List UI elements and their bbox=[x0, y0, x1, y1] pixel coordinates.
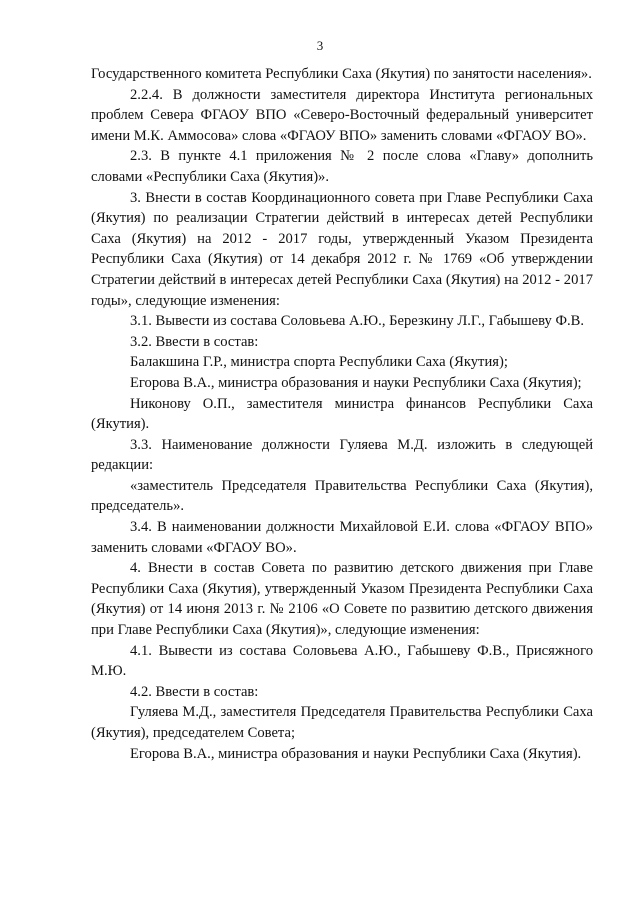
paragraph: Никонову О.П., заместителя министра финансов Республики Саха (Якутия). bbox=[91, 395, 593, 433]
paragraph: Балакшина Г.Р., министра спорта Республики Саха (Якутия); bbox=[130, 354, 508, 371]
paragraph: Государственного комитета Республики Саха (Якутия) по занятости населения». bbox=[91, 66, 592, 82]
paragraph: 3.4. В наименовании должности Михайловой Е.И. слова «ФГАОУ ВПО» заменить словами «ФГАОУ ВО». bbox=[91, 519, 593, 556]
paragraph: 2.2.4. В должности заместителя директора Института региональных проблем Севера ФГАОУ ВПО «Северо-Восточный федеральный университет имени М.К. Аммосова» слова «ФГАОУ ВПО» заменить словами «ФГАОУ ВО». bbox=[91, 86, 593, 144]
paragraph: 4. Внести в состав Совета по развитию детского движения при Главе Республики Саха (Якутия), утвержденный Указом Президента Республики Саха (Якутия) от 14 июня 2013 г. № 2106 «О Совете по развитию детского движения при Главе Республики Саха (Якутия)», следующие изменения: bbox=[91, 560, 593, 639]
paragraph: Егорова В.А., министра образования и науки Республики Саха (Якутия); bbox=[130, 374, 582, 391]
paragraph: «заместитель Председателя Правительства Республики Саха (Якутия), председатель». bbox=[91, 477, 593, 515]
paragraph: Гуляева М.Д., заместителя Председателя Правительства Республики Саха (Якутия), председателем Совета; bbox=[91, 704, 593, 741]
paragraph: 3.2. Ввести в состав: bbox=[130, 333, 259, 350]
paragraph: 3.3. Наименование должности Гуляева М.Д. изложить в следующей редакции: bbox=[91, 436, 593, 474]
paragraph: 3. Внести в состав Координационного совета при Главе Республики Саха (Якутия) по реализации Стратегии действий в интересах детей Республики Саха (Якутия) на 2012 - 2017 годы, утвержденный Указом Президента Республики Саха (Якутия) от 14 декабря 2012 г. № 1769 «Об утверждении Стратегии действий в интересах детей Республики Саха (Якутия) на 2012 - 2017 годы», следующие изменения: bbox=[91, 189, 593, 309]
paragraph: 2.3. В пункте 4.1 приложения № 2 после слова «Главу» дополнить словами «Республики Саха (Якутия)». bbox=[91, 148, 593, 185]
paragraph: 4.2. Ввести в состав: bbox=[130, 683, 259, 700]
paragraph: 4.1. Вывести из состава Соловьева А.Ю., Габышеву Ф.В., Присяжного М.Ю. bbox=[91, 642, 593, 680]
paragraph: Егорова В.А., министра образования и науки Республики Саха (Якутия). bbox=[130, 745, 582, 762]
page-number: 3 bbox=[316, 38, 324, 53]
paragraph: 3.1. Вывести из состава Соловьева А.Ю., Березкину Л.Г., Габышеву Ф.В. bbox=[130, 313, 585, 330]
document-body bbox=[91, 64, 593, 764]
